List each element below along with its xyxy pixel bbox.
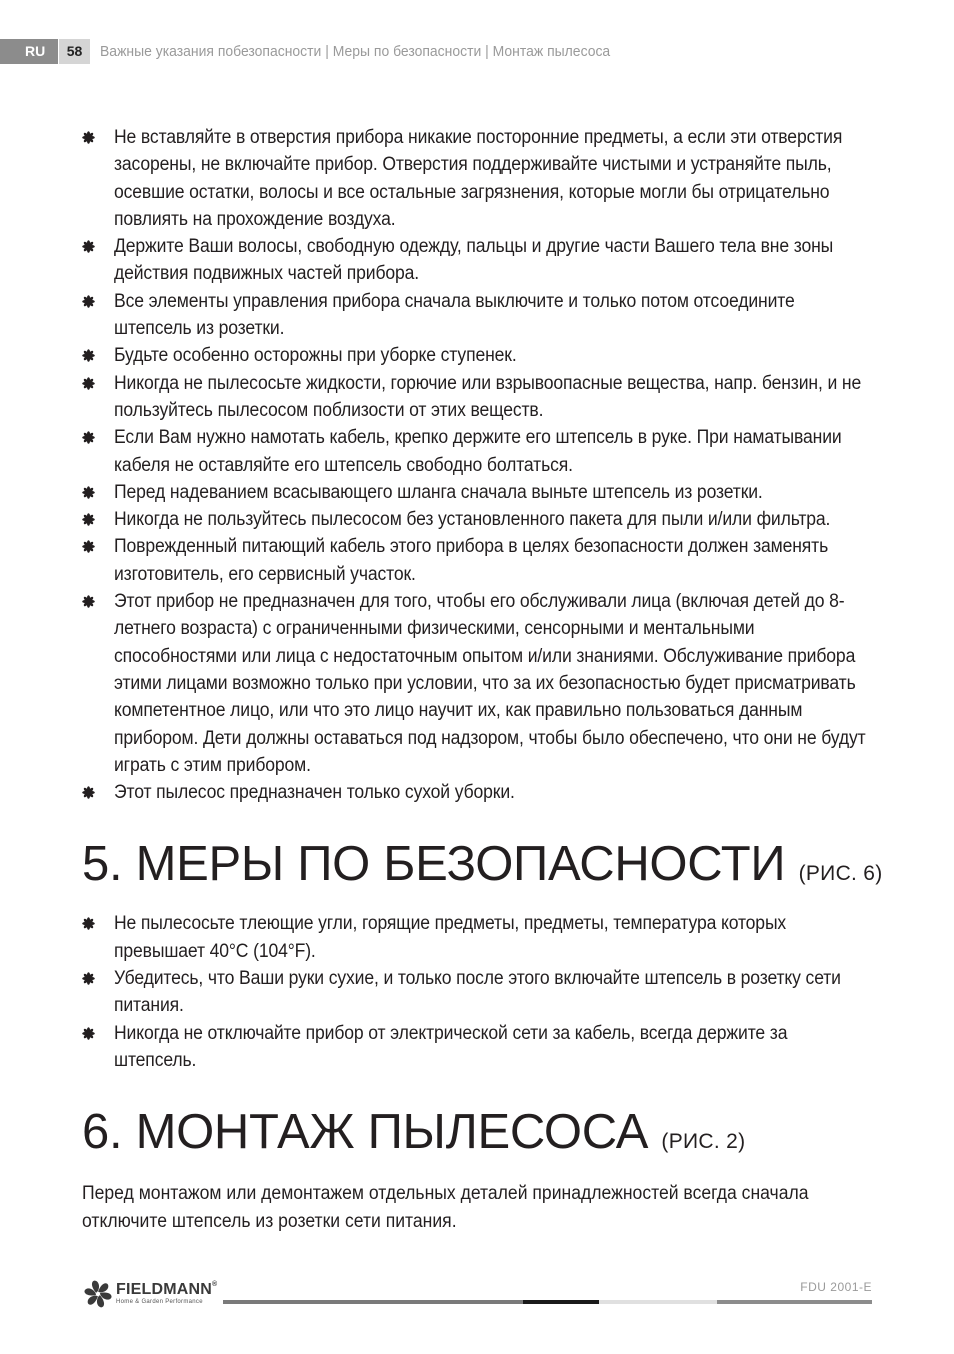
gear-bullet-icon — [82, 972, 95, 985]
bullet-text: Никогда не отключайте прибор от электрической сети за кабель, всегда держите за штепсель. — [114, 1022, 788, 1071]
language-tab: RU — [0, 39, 58, 64]
gear-bullet-icon — [82, 540, 95, 553]
brand-name-text: FIELDMANN — [116, 1281, 213, 1298]
model-number: FDU 2001-E — [800, 1280, 872, 1294]
bullet-item — [82, 1020, 872, 1075]
gear-bullet-icon — [82, 1027, 95, 1040]
bullet-item — [82, 479, 872, 506]
bullet-item — [82, 342, 872, 369]
footer-rule-segment — [599, 1300, 717, 1304]
fan-icon — [82, 1278, 114, 1310]
bullet-text: Не вставляйте в отверстия прибора никакие посторонние предметы, а если эти отверстия засорены, не включайте прибор. Отверстия поддерживайте чистыми и устраняйте пыль, осевшие остатки, волосы и все остальные загрязнения, которые могли бы отрицательно повлиять на прохождение воздуха. — [114, 127, 843, 230]
section-6-paragraph — [82, 1180, 872, 1235]
bullet-item — [82, 910, 872, 965]
footer-rule-segment — [717, 1300, 872, 1304]
gear-bullet-icon — [82, 486, 95, 499]
section-6-title: 6. МОНТАЖ ПЫЛЕСОСА — [82, 1105, 649, 1160]
section-6-figure-ref: (РИС. 2) — [661, 1130, 746, 1154]
section-5-figure-ref: (РИС. 6) — [798, 862, 883, 886]
gear-bullet-icon — [82, 131, 95, 144]
section-5-title: 5. МЕРЫ ПО БЕЗОПАСНОСТИ — [82, 837, 786, 892]
bullet-item — [82, 533, 872, 588]
gear-bullet-icon — [82, 240, 95, 253]
bullet-text: Держите Ваши волосы, свободную одежду, пальцы и другие части Вашего тела вне зоны действия подвижных частей прибора. — [114, 236, 834, 285]
bullet-text: Перед надеванием всасывающего шланга сначала выньте штепсель из розетки. — [114, 481, 763, 503]
brand-name — [116, 1281, 217, 1299]
bullet-item — [82, 424, 872, 479]
bullet-text: Этот пылесос предназначен только сухой уборки. — [114, 782, 515, 804]
bullet-item — [82, 965, 872, 1020]
header-breadcrumb: Важные указания побезопасности | Меры по безопасности | Монтаж пылесоса — [100, 43, 611, 60]
bullet-item — [82, 506, 872, 533]
brand-logo — [82, 1278, 232, 1310]
page-content — [82, 124, 883, 1235]
gear-bullet-icon — [82, 377, 95, 390]
bullet-text: Убедитесь, что Ваши руки сухие, и только после этого включайте штепсель в розетку сети питания. — [114, 968, 841, 1017]
bullet-item — [82, 779, 872, 806]
gear-bullet-icon — [82, 513, 95, 526]
page-header — [0, 39, 954, 64]
bullet-text: Все элементы управления прибора сначала выключите и только потом отсоедините штепсель из розетки. — [114, 290, 795, 340]
section-6-paragraph-text: Перед монтажом или демонтажем отдельных деталей принадлежностей всегда сначала отключите штепсель из розетки сети питания. — [82, 1183, 809, 1232]
section-5-bullet-list — [82, 910, 872, 1074]
registered-mark: ® — [212, 1281, 218, 1288]
bullet-text: Будьте особенно осторожны при уборке ступенек. — [114, 345, 517, 367]
gear-bullet-icon — [82, 431, 95, 444]
footer-rule-segment — [523, 1300, 599, 1304]
bullet-item — [82, 370, 872, 425]
bullet-text: Поврежденный питающий кабель этого прибора в целях безопасности должен заменять изготовитель, его сервисный участок. — [114, 536, 829, 585]
gear-bullet-icon — [82, 595, 95, 608]
gear-bullet-icon — [82, 917, 95, 930]
bullet-item — [82, 288, 872, 343]
safety-bullet-list — [82, 124, 872, 806]
section-6-heading — [82, 1102, 872, 1172]
bullet-item — [82, 233, 872, 288]
gear-bullet-icon — [82, 786, 95, 799]
bullet-text: Никогда не пользуйтесь пылесосом без установленного пакета для пыли и/или фильтра. — [114, 509, 831, 531]
page-number: 58 — [59, 39, 90, 64]
bullet-item — [82, 124, 872, 233]
bullet-text: Если Вам нужно намотать кабель, крепко держите его штепсель в руке. При наматывании кабеля не оставляйте его штепсель свободно болтаться. — [114, 427, 842, 476]
bullet-text: Не пылесосьте тлеющие угли, горящие предметы, предметы, температура которых превышает 40°C (104°F). — [114, 913, 787, 962]
section-5-heading — [82, 834, 883, 904]
footer-rule-segment — [223, 1300, 523, 1304]
bullet-text: Этот прибор не предназначен для того, чтобы его обслуживали лица (включая детей до 8-летнего возраста) с ограниченными физическими, сенсорными и ментальными способностями или лица с недостаточным опытом и/или знаниями. Обслуживание прибора этими лицами возможно только при условии, что за их безопасностью будет присматривать компетентное лицо, или что это лицо научит их, как правильно пользоваться данным прибором. Дети должны оставаться под надзором, чтобы было обеспечено, что они не будут играть с этим прибором. — [114, 591, 866, 776]
gear-bullet-icon — [82, 349, 95, 362]
gear-bullet-icon — [82, 295, 95, 308]
bullet-text: Никогда не пылесосьте жидкости, горючие или взрывоопасные вещества, напр. бензин, и не пользуйтесь пылесосом поблизости от этих веществ. — [114, 372, 862, 421]
bullet-item — [82, 588, 872, 779]
brand-tagline: Home & Garden Performance — [116, 1299, 203, 1305]
